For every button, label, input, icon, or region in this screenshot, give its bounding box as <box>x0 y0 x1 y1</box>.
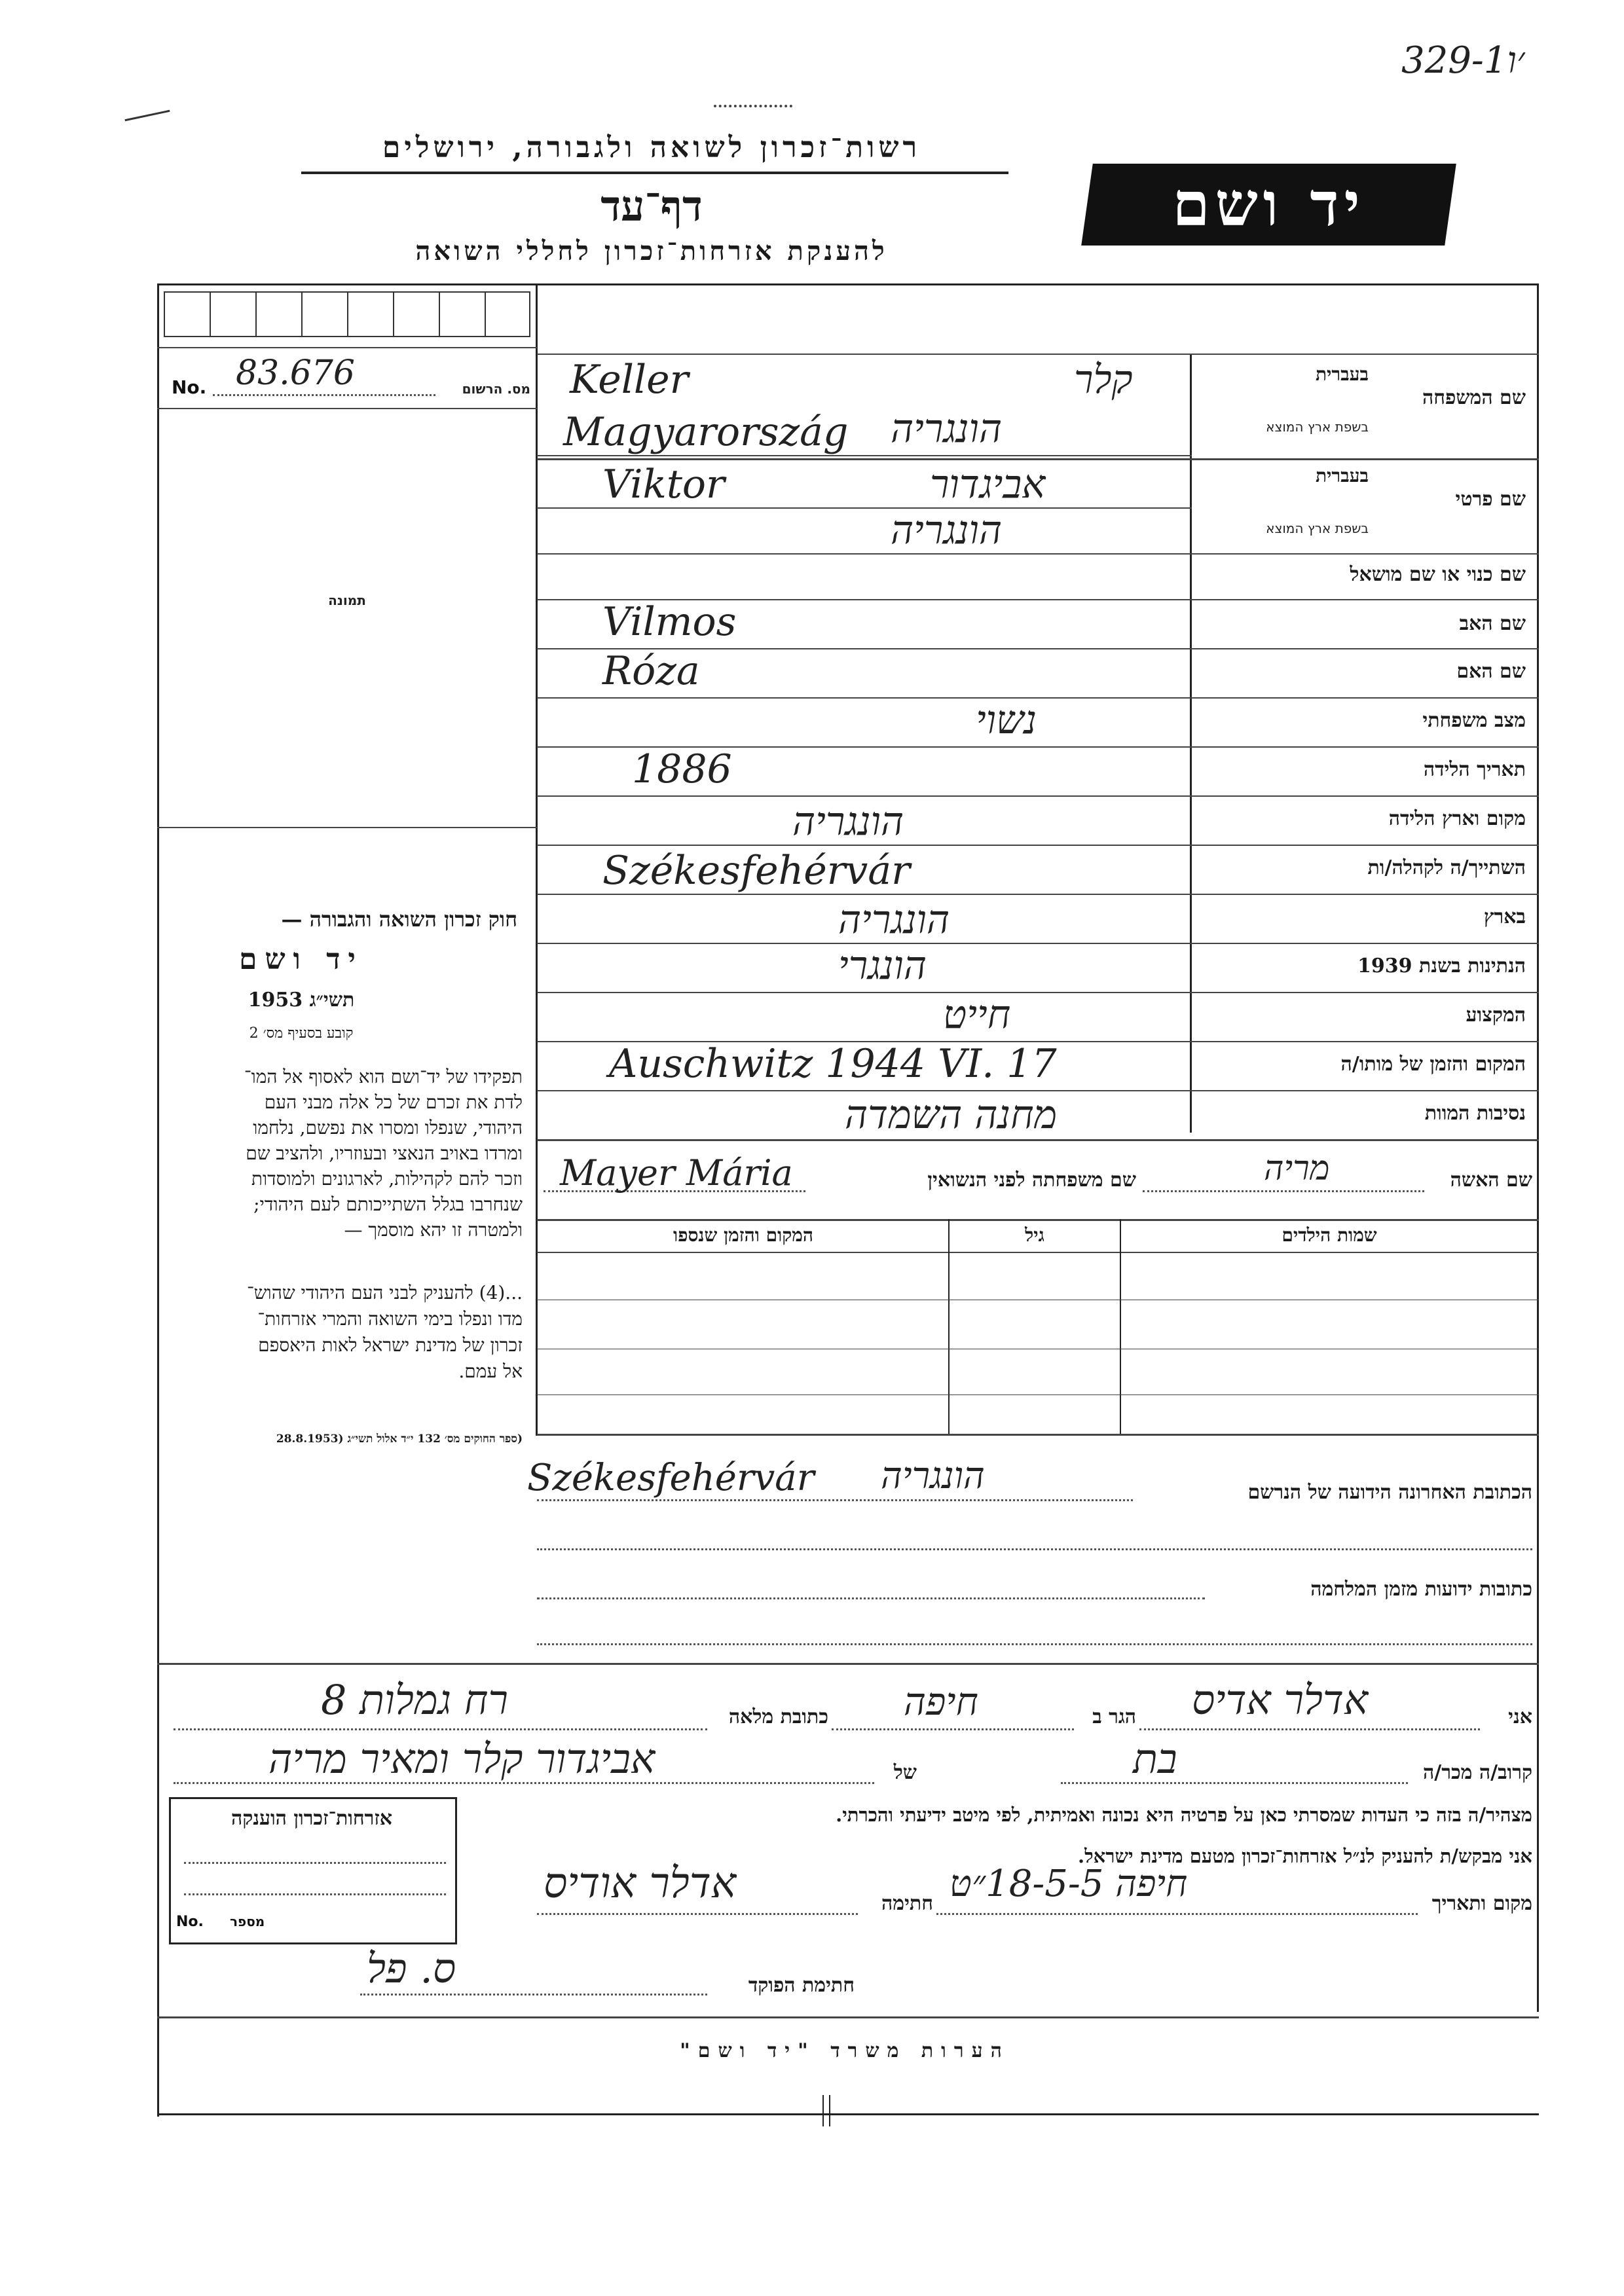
children-header-names: שמות הילדים <box>1282 1224 1377 1246</box>
label-column-divider <box>1190 354 1192 1133</box>
children-header-place: המקום והזמן שנספו <box>673 1224 813 1246</box>
surname-label: שם המשפחה <box>1422 386 1526 409</box>
scan-mark <box>822 2095 824 2126</box>
birthplace-value: הונגריה <box>792 799 904 845</box>
table-rule <box>537 943 1539 944</box>
relation-value: בת <box>1133 1735 1177 1783</box>
declarant-address: רח גמלות 8 <box>321 1676 508 1724</box>
wife-name: מריה <box>1264 1149 1330 1188</box>
father-value: Vilmos <box>602 599 737 645</box>
law-line: לדת את זכרם של כל אלה מבני העם <box>264 1091 523 1113</box>
marital-label: מצב משפחתי <box>1422 709 1526 732</box>
table-rule <box>537 845 1539 846</box>
place-date-dots <box>936 1913 1418 1915</box>
table-rule <box>537 507 1192 509</box>
death-circumstances: מחנה השמדה <box>845 1092 1058 1138</box>
table-rule <box>537 1090 1539 1091</box>
citizenship-label: הנתינות בשנת 1939 <box>1357 955 1526 977</box>
declarant-name-dots <box>1139 1728 1480 1730</box>
place-date-value: חיפה 18-5-5״ט <box>950 1863 1188 1905</box>
officer-signature: ס. פל <box>367 1944 456 1992</box>
remarks-rule <box>157 2016 1539 2018</box>
children-header-age: גיל <box>1025 1224 1044 1246</box>
birthdate-value: 1886 <box>632 746 732 792</box>
law-line: אל עמם. <box>458 1360 523 1382</box>
death-value: Auschwitz 1944 VI. 17 <box>609 1041 1057 1087</box>
marital-value: נשוי <box>976 697 1037 743</box>
firstname-label: שם פרטי <box>1455 488 1526 511</box>
left-column-rule <box>157 827 537 828</box>
law-line: מדו ונפלו בימי השואה והמרי אזרחות־ <box>257 1308 523 1330</box>
surname-native-label: בשפת ארץ המוצא <box>1266 419 1369 435</box>
wife-maiden-name: Mayer Mária <box>560 1152 793 1194</box>
authority-underline <box>301 172 1008 174</box>
country-label: בארץ <box>1483 905 1526 928</box>
relation-label: קרוב/ה מכר/ה <box>1423 1761 1532 1784</box>
citizenship-stamp-box <box>169 1797 457 1944</box>
nickname-label: שם כנוי או שם מושאל <box>1350 563 1526 586</box>
logo-text: יד ושם <box>1172 169 1365 240</box>
surname-hebrew: קלר <box>1074 357 1133 403</box>
signature-dots <box>537 1913 858 1915</box>
table-rule <box>537 455 1192 456</box>
last-address-heb: הונגריה <box>881 1455 985 1497</box>
registration-label-he: מס. הרשום <box>462 381 530 397</box>
left-column-rule <box>157 408 537 409</box>
last-address-value: Székesfehérvár <box>527 1457 815 1499</box>
declarant-city: חיפה <box>904 1679 978 1724</box>
declarant-name: אדלר אדיס <box>1192 1676 1369 1724</box>
corner-reference: 329-1׳ו <box>1401 39 1525 82</box>
law-line: תפקידו של יד־ושם הוא לאסוף אל המו־ <box>244 1066 523 1087</box>
declarant-i-label: אני <box>1508 1705 1532 1728</box>
wife-label: שם האשה <box>1450 1169 1532 1192</box>
law-title: חוק זכרון השואה והגבורה — <box>281 907 517 932</box>
scan-mark <box>714 105 792 110</box>
firstname-native-label: בשפת ארץ המוצא <box>1266 520 1369 536</box>
address-dots <box>537 1643 1532 1645</box>
surname-native-extra-heb: הונגריה <box>891 406 1003 452</box>
firstname-hebrew: אביגדור <box>930 462 1046 507</box>
of-value: אביגדור קלר ומאיר מריה <box>268 1735 655 1783</box>
frame-top <box>157 283 1539 285</box>
scan-mark <box>124 110 170 121</box>
profession-label: המקצוע <box>1466 1004 1526 1027</box>
law-year: תשי״ג 1953 <box>248 989 355 1011</box>
of-label: של <box>893 1761 917 1784</box>
father-label: שם האב <box>1459 612 1526 635</box>
last-address-dots <box>537 1499 1133 1501</box>
authority-name: רשות־זכרון לשואה ולגבורה, ירושלים <box>382 131 921 164</box>
mother-value: Róza <box>602 648 700 694</box>
law-line: היהודי, שנפלו ומסרו את נפשם, נלחמו <box>253 1117 523 1139</box>
mother-label: שם האם <box>1456 660 1526 683</box>
children-row-rule <box>537 1394 1539 1395</box>
war-address-dots <box>537 1597 1205 1599</box>
surname-native: Keller <box>570 357 689 403</box>
community-value: Székesfehérvár <box>602 848 910 894</box>
form-title: דף־עד <box>600 182 703 231</box>
children-table-bottom <box>537 1434 1539 1436</box>
children-col-divider <box>948 1219 950 1434</box>
photo-label: תמונה <box>328 592 366 608</box>
law-line: שנחרבו בגלל השתייכותם לעם היהודי; <box>253 1194 523 1215</box>
birthplace-label: מקום וארץ הלידה <box>1388 807 1526 830</box>
declaration-line-1: מצהיר/ה בזה כי העדות שמסרתי כאן על פרטיה היא נכונה ואמיתית, לפי מיטב ידיעתי והכרתי. <box>836 1804 1532 1826</box>
law-text-2 <box>169 1280 523 1385</box>
death-label: המקום והזמן של מותו/ה <box>1340 1053 1526 1076</box>
registration-label-en: No. <box>172 376 207 398</box>
table-rule <box>537 458 1539 460</box>
table-rule <box>537 992 1539 993</box>
surname-native-extra: Magyarország <box>563 409 849 455</box>
children-table-header-rule <box>537 1252 1539 1253</box>
frame-right <box>1537 283 1539 2012</box>
address-dots <box>537 1548 1532 1550</box>
section-rule <box>157 1663 1539 1665</box>
law-line: ולמטרה זו יהא מוסמך — <box>344 1219 523 1241</box>
table-rule <box>537 354 1539 355</box>
law-name: יד ושם <box>239 943 363 976</box>
citizenship-value: הונגרי <box>838 943 927 989</box>
surname-hebrew-label: בעברית <box>1315 363 1369 385</box>
stamp-no-label: No. <box>176 1914 204 1930</box>
war-address-label: כתובות ידועות מזמן המלחמה <box>1310 1578 1532 1601</box>
frame-left <box>157 283 159 2117</box>
law-line: ומרדו באויב הנאצי ובעוזריו, ולהציב שם <box>246 1142 523 1164</box>
profession-value: חייט <box>943 992 1011 1038</box>
signature-label: חתימה <box>881 1892 933 1915</box>
wife-dots <box>1143 1190 1424 1192</box>
last-address-label: הכתובת האחרונה הידועה של הנרשם <box>1247 1481 1532 1504</box>
city-dots <box>832 1728 1074 1730</box>
resides-label: הגר ב <box>1092 1705 1136 1728</box>
wife-maiden-label: שם משפחתה לפני הנשואין <box>927 1169 1136 1192</box>
full-address-label: כתובת מלאה <box>728 1705 828 1728</box>
scan-mark <box>829 2095 830 2126</box>
community-label: השתייך/ה לקהלה/ות <box>1367 856 1526 879</box>
country-value: הונגריה <box>838 897 950 943</box>
table-rule <box>537 894 1539 895</box>
yad-vashem-logo <box>1081 164 1456 246</box>
registration-dots <box>213 394 435 396</box>
officer-dots <box>360 1994 707 1995</box>
children-table-top <box>537 1219 1539 1221</box>
declaration-line-2: אני מבקש/ת להעניק לנ״ל אזרחות־זכרון מטעם מדינת ישראל. <box>1078 1845 1532 1867</box>
left-column-rule <box>157 347 537 348</box>
frame-bottom <box>157 2113 1539 2115</box>
firstname-native-heb: הונגריה <box>891 507 1003 553</box>
address-value-dots <box>174 1728 707 1730</box>
birthdate-label: תאריך הלידה <box>1423 758 1526 781</box>
law-source: (ספר החוקים מס׳ 132 י״ד אלול תשי״ג (28.8.1953 <box>276 1432 523 1446</box>
stamp-box-title: אזרחות־זכרון הוענקה <box>231 1807 393 1830</box>
table-rule <box>537 795 1539 797</box>
relation-dots <box>1061 1782 1408 1784</box>
law-clause: קובע בסעיף מס׳ 2 <box>249 1025 354 1042</box>
form-subtitle: להענקת אזרחות־זכרון לחללי השואה <box>415 236 888 266</box>
death-circ-label: נסיבות המוות <box>1424 1102 1526 1125</box>
table-rule <box>537 1139 1539 1141</box>
firstname-hebrew-label: בעברית <box>1315 465 1369 486</box>
law-line: ...(4) להעניק לבני העם היהודי שהוש־ <box>247 1282 523 1303</box>
law-text <box>169 1064 523 1243</box>
declarant-signature: אדלר אודיס <box>544 1859 737 1908</box>
remarks-label: הערות משרד "יד ושם" <box>680 2039 1010 2062</box>
firstname-native: Viktor <box>602 462 725 507</box>
place-date-label: מקום ותאריך <box>1431 1892 1532 1915</box>
law-line: זכרון של מדינת ישראל לאות היאספם <box>258 1334 523 1356</box>
officer-label: חתימת הפוקד <box>748 1974 855 1997</box>
ref-boxes <box>164 291 530 337</box>
children-col-divider <box>1120 1219 1121 1434</box>
registration-number: 83.676 <box>236 354 355 393</box>
law-line: וזכר להם לקהילות, לארגונים ולמוסדות <box>251 1168 523 1190</box>
left-column-divider <box>536 283 538 1436</box>
table-rule <box>537 553 1539 555</box>
table-rule <box>537 697 1539 699</box>
stamp-number-label: מספר <box>230 1914 265 1929</box>
